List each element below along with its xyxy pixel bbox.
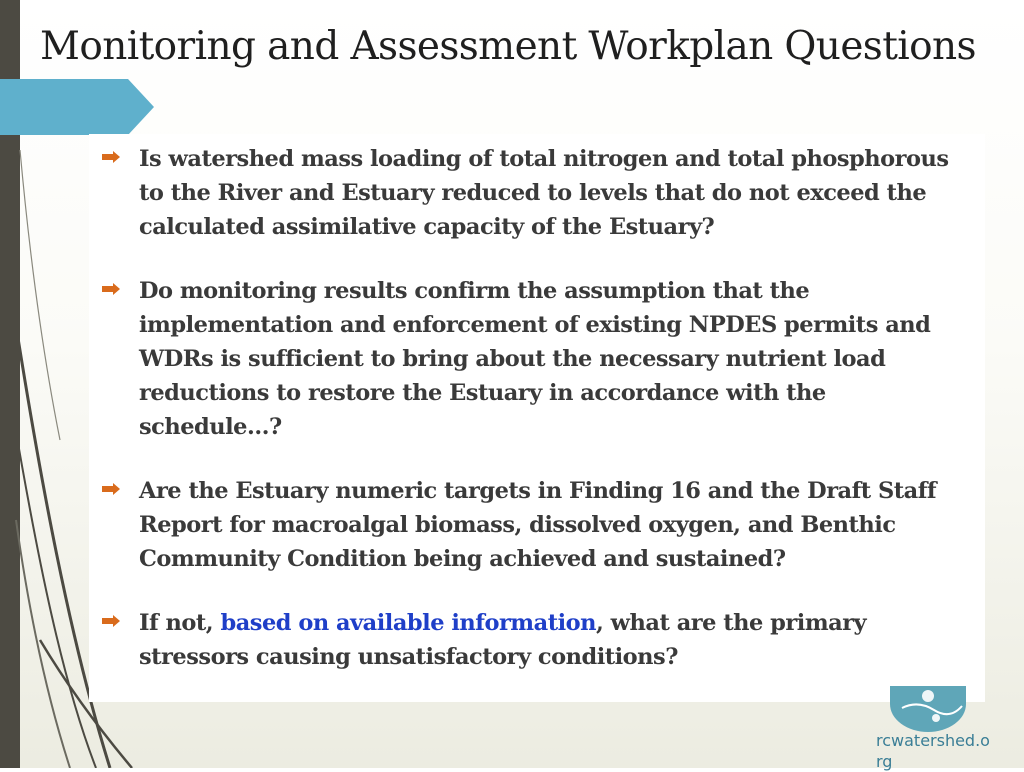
bullet-item: [89, 142, 985, 244]
bullet-text: Is watershed mass loading of total nitrogen and total phosphorous to the River and Estuary reduced to levels that do not exceed the calculated assimilative capacity of the Estuary?: [139, 146, 949, 240]
bullet-text: Do monitoring results confirm the assumption that the implementation and enforcement of existing NPDES permits and WDRs is sufficient to bring about the necessary nutrient load reductions to restore the Estuary in accordance with the schedule…?: [139, 278, 931, 440]
pointing-hand-icon: [101, 613, 121, 629]
bullet-text-before: If not,: [139, 610, 221, 636]
bullet-item: [89, 274, 985, 444]
footer-url[interactable]: rcwatershed.org: [876, 731, 990, 771]
title-accent-arrow: [0, 79, 154, 135]
bullet-item: [89, 606, 985, 674]
pointing-hand-icon: [101, 149, 121, 165]
slide-title: Monitoring and Assessment Workplan Questions: [40, 24, 976, 69]
bullet-text-after: , what are the primary stressors causing unsatisfactory conditions?: [139, 610, 867, 670]
content-box: [89, 134, 985, 702]
bullet-text: Are the Estuary numeric targets in Finding 16 and the Draft Staff Report for macroalgal biomass, dissolved oxygen, and Benthic Community Condition being achieved and sustained?: [139, 478, 937, 572]
pointing-hand-icon: [101, 281, 121, 297]
watershed-logo-icon: [888, 686, 968, 732]
bullet-highlight: based on available information: [220, 610, 596, 636]
bullet-list: [89, 142, 985, 674]
bullet-item: [89, 474, 985, 576]
pointing-hand-icon: [101, 481, 121, 497]
